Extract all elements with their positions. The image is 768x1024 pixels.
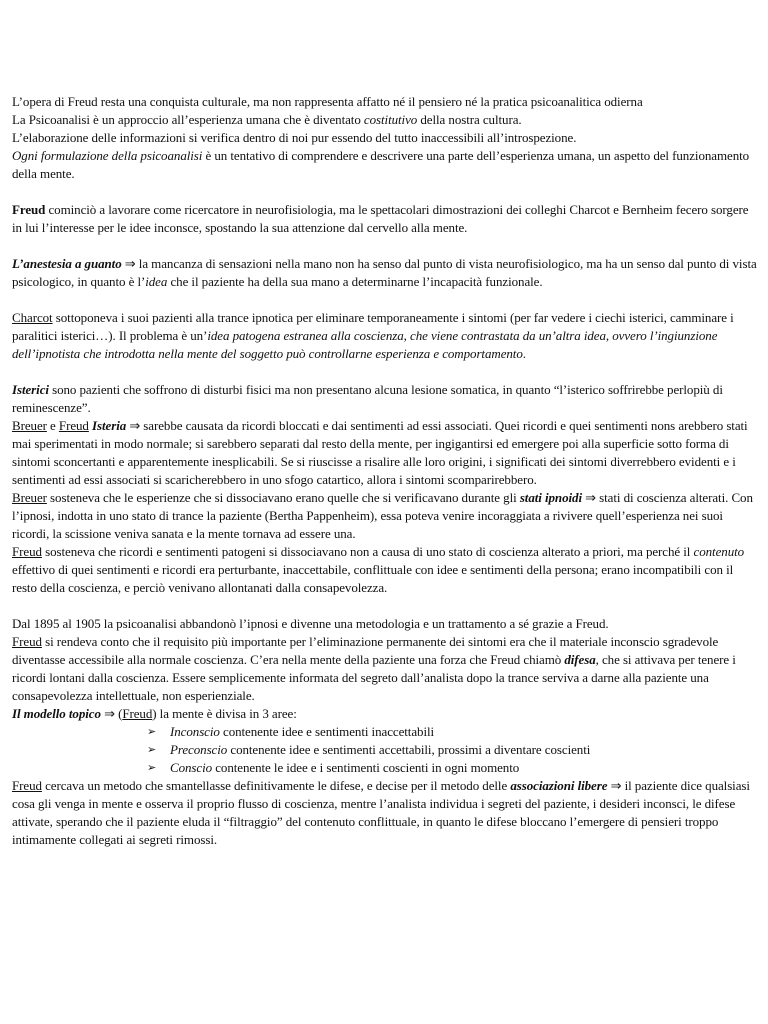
arrow-bullet-icon: ➢ — [147, 743, 157, 756]
freud-contenuto-paragraph: Freud sosteneva che ricordi e sentimenti patogeni si dissociavano non a causa di uno stato di coscienza alterato a priori, ma perché il contenuto effettivo di quei sentimenti e ricordi era perturbante, inaccettabile, conflittuale con idee e sentimenti della persona; erano incompatibili con il resto della coscienza, e perciò venivano allontanati dalla consapevolezza. — [12, 544, 745, 595]
intro-section — [12, 93, 760, 183]
breuer-stati-ipnoidi-paragraph: Breuer sosteneva che le esperienze che si dissociavano erano quelle che si verificavano durante gli stati ipnoidi ⇒ stati di coscienza alterati. Con l’ipnosi, indotta in uno stato di trance la paziente (Bertha Pappenheim), essa poteva venire incoraggiata a rivivere quell’esperienza nei suoi ricordi, la scissione veniva sanata e la mente tornava ad essere una. — [12, 490, 753, 541]
history-line: Dal 1895 al 1905 la psicoanalisi abbandonò l’ipnosi e divenne una metodologia e un trattamento a sé grazie a Freud. — [12, 616, 609, 631]
list-item: ➢ Preconscio contenente idee e sentimenti accettabili, prossimi a diventare coscienti — [147, 742, 591, 757]
topic-list — [12, 723, 760, 777]
anestesia-paragraph: L’anestesia a guanto ⇒ la mancanza di sensazioni nella mano non ha senso dal punto di vista neurofisiologico, ma ha un senso dal punto di vista psicologico, in quanto è l’idea che il paziente ha della sua mano a determinarne l’incapacità funzionale. — [12, 256, 757, 289]
intro-line-3: L’elaborazione delle informazioni si verifica dentro di noi pur essendo del tutto inaccessibili all’introspezione. — [12, 130, 577, 145]
arrow-bullet-icon: ➢ — [147, 725, 157, 738]
arrow-bullet-icon: ➢ — [147, 761, 157, 774]
list-item: ➢ Conscio contenente le idee e i sentimenti coscienti in ogni momento — [147, 760, 520, 775]
isterici-paragraph: Isterici sono pazienti che soffrono di disturbi fisici ma non presentano alcuna lesione somatica, in quanto “l’isterico soffrirebbe perlopiù di reminescenze”. — [12, 382, 723, 415]
modello-topico-heading: Il modello topico ⇒ (Freud) la mente è divisa in 3 aree: — [12, 706, 297, 721]
intro-line-1: L’opera di Freud resta una conquista culturale, ma non rappresenta affatto né il pensiero né la pratica psicoanalitica odierna — [12, 94, 643, 109]
charcot-paragraph: Charcot sottoponeva i suoi pazienti alla trance ipnotica per eliminare temporaneamente i sintomi (per far vedere i ciechi isterici, camminare i paralitici isterici…). Il problema è un’idea patogena estranea alla coscienza, che viene contrastata da un’altra idea, ovvero l’ingiunzione dell’ipnotista che introdotta nella mente del soggetto può controllarne esperienza e comportamento. — [12, 310, 734, 361]
breuer-freud-isteria-paragraph: Breuer e Freud Isteria ⇒ sarebbe causata da ricordi bloccati e dai sentimenti ad essi associati. Quei ricordi e quei sentimenti nons arebbero stati mai sperimentati in modo normale; si sarebbero separati dal resto della mente, per ingigantirsi ed emergere poi alla superficie sotto forma di sintomi sconcertanti e apparentemente inesplicabili. Se si riuscisse a risalire alle loro origini, i significati dei sintomi diverrebbero evidenti e i sentimenti ad essi associati si scaricherebbero in uno sfogo catartico, allora i sintomi scomparirebbero. — [12, 418, 748, 487]
intro-line-2: La Psicoanalisi è un approccio all’esperienza umana che è diventato costitutivo della nostra cultura. — [12, 112, 522, 127]
list-item: ➢ Inconscio contenente idee e sentimenti inaccettabili — [147, 724, 435, 739]
associazioni-libere-paragraph: Freud cercava un metodo che smantellasse definitivamente le difese, e decise per il metodo delle associazioni libere ⇒ il paziente dice qualsiasi cosa gli venga in mente e osserva il proprio flusso di coscienza, mentre l’analista individua i segreti del paziente, i desideri inconsci, le difese attivate, sperando che il paziente eluda il “filtraggio” del contenuto conflittuale, in quanto le difese bloccano l’emergere di pensieri troppo intimamente collegati ai segreti rimossi. — [12, 778, 750, 847]
document-page — [12, 93, 760, 849]
freud-difesa-paragraph: Freud si rendeva conto che il requisito più importante per l’eliminazione permanente dei sintomi era che il materiale inconscio sgradevole diventasse accessibile alla normale coscienza. C’era nella mente della paziente una forza che Freud chiamò difesa, che si attivava per tenere i ricordi lontani dalla coscienza. Essere semplicemente informata del segreto dall’analista dopo la trance serviva a darne alla paziente una consapevolezza intellettuale, non esperienziale. — [12, 634, 736, 703]
freud-intro-paragraph: Freud cominciò a lavorare come ricercatore in neurofisiologia, ma le spettacolari dimostrazioni dei colleghi Charcot e Bernheim fecero sorgere in lui l’interesse per le idee inconsce, spostando la sua attenzione dal cervello alla mente. — [12, 202, 749, 235]
intro-line-4: Ogni formulazione della psicoanalisi è un tentativo di comprendere e descrivere una parte dell’esperienza umana, un aspetto del funzionamento della mente. — [12, 148, 750, 181]
